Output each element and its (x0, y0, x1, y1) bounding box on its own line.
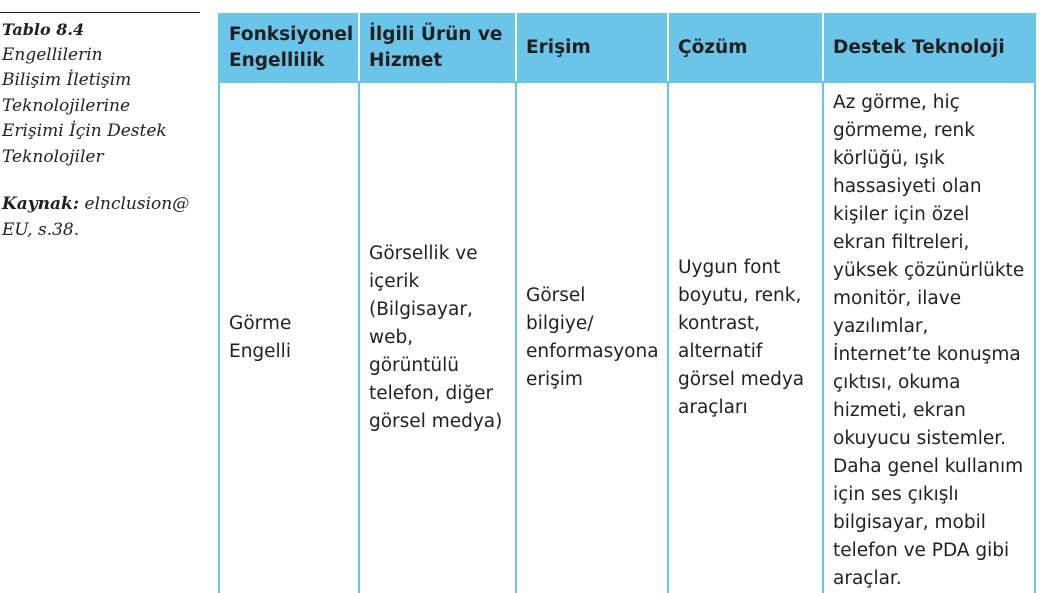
table-caption (2, 17, 207, 243)
source-text-2: EU, s.38. (2, 219, 80, 240)
header-solution: Çözüm (668, 14, 823, 82)
table-row (219, 82, 1035, 593)
caption-title-line-4: Erişimi İçin Destek (2, 121, 167, 141)
cell-functional-disability: Görme Engelli (219, 82, 359, 593)
header-functional-disability: Fonksiyonel Engellilik (219, 14, 359, 82)
cell-solution: Uygun font boyutu, renk, kontrast, alternatif görsel medya araçları (668, 82, 823, 593)
assistive-technology-table (218, 13, 1036, 593)
table-number: Tablo 8.4 (2, 20, 85, 39)
header-assistive-technology: Destek Teknoloji (823, 14, 1035, 82)
caption-title-line-2: Bilişim İletişim (2, 70, 132, 90)
cell-access: Görsel bilgiye/ enformasyona erişim (516, 82, 668, 593)
table-container (218, 13, 1034, 589)
source-text: elnclusion@ (79, 194, 190, 214)
caption-source (2, 192, 207, 243)
header-access: Erişim (516, 14, 668, 82)
cell-assistive-technology: Az görme, hiç görmeme, renk körlüğü, ışık hassasiyeti olan kişiler için özel ekran filtreleri, yüksek çözünürlükte monitör, ilave yazılımlar, İnternet’te konuşma çıktısı, okuma hizmeti, ekran okuyucu sistemler. Daha genel kullanım için ses çıkışlı bilgisayar, mobil telefon ve PDA gibi araçlar. (823, 82, 1035, 593)
header-related-product: İlgili Ürün ve Hizmet (359, 14, 516, 82)
caption-title-line-5: Teknolojiler (2, 146, 104, 167)
caption-title-line-3: Teknolojilerine (2, 95, 131, 116)
source-label: Kaynak: (2, 194, 80, 214)
caption-top-rule (0, 12, 200, 13)
table-header-row (219, 14, 1035, 82)
cell-related-product: Görsellik ve içerik (Bilgisayar, web, görüntülü telefon, diğer görsel medya) (359, 82, 516, 593)
caption-title-line-1: Engellilerin (2, 44, 103, 65)
